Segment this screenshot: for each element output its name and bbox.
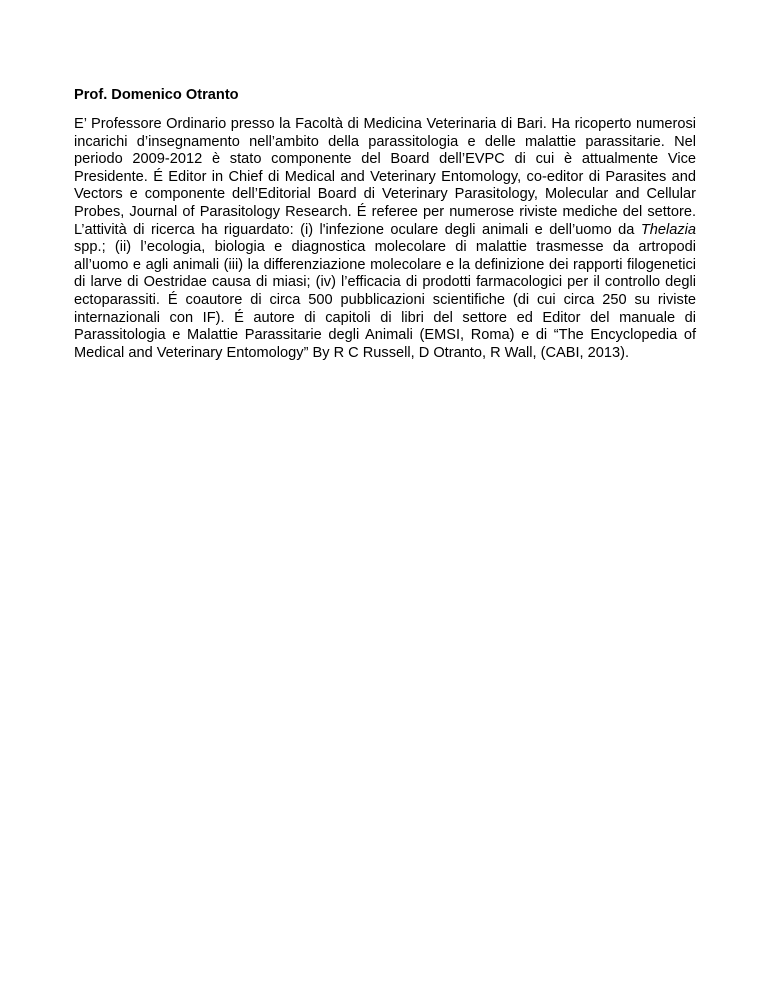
biography-paragraph <box>74 116 696 362</box>
biography-text-part-1: E’ Professore Ordinario presso la Facoltà di Medicina Veterinaria di Bari. Ha ricoperto numerosi incarichi d’insegnamento nell’ambito della parassitologia e delle malattie parassitarie. Nel periodo 2009-2012 è stato componente del Board dell’EVPC di cui è attualmente Vice Presidente. É Editor in Chief di Medical and Veterinary Entomology, co-editor di Parasites and Vectors e componente dell’Editorial Board di Veterinary Parasitology, Molecular and Cellular Probes, Journal of Parasitology Research. É referee per numerose riviste mediche del settore. L’attività di ricerca ha riguardato: (i) l'infezione oculare degli animali e dell’uomo da <box>74 116 696 238</box>
biography-italic-genus: Thelazia <box>640 221 696 238</box>
biography-text-part-2: spp.; (ii) l’ecologia, biologia e diagnostica molecolare di malattie trasmesse da artropodi all’uomo e agli animali (iii) la differenziazione molecolare e la definizione dei rapporti filogenetici di larve di Oestridae causa di miasi; (iv) l’efficacia di prodotti farmacologici per il controllo degli ectoparassiti. É coautore di circa 500 pubblicazioni scientifiche (di cui circa 250 su riviste internazionali con IF). É autore di capitoli di libri del settore ed Editor del manuale di Parassitologia e Malattie Parassitarie degli Animali (EMSI, Roma) e di “The Encyclopedia of Medical and Veterinary Entomology” By R C Russell, D Otranto, R Wall, (CABI, 2013). <box>74 239 696 361</box>
document-title: Prof. Domenico Otranto <box>74 87 239 103</box>
document-body <box>74 86 696 362</box>
